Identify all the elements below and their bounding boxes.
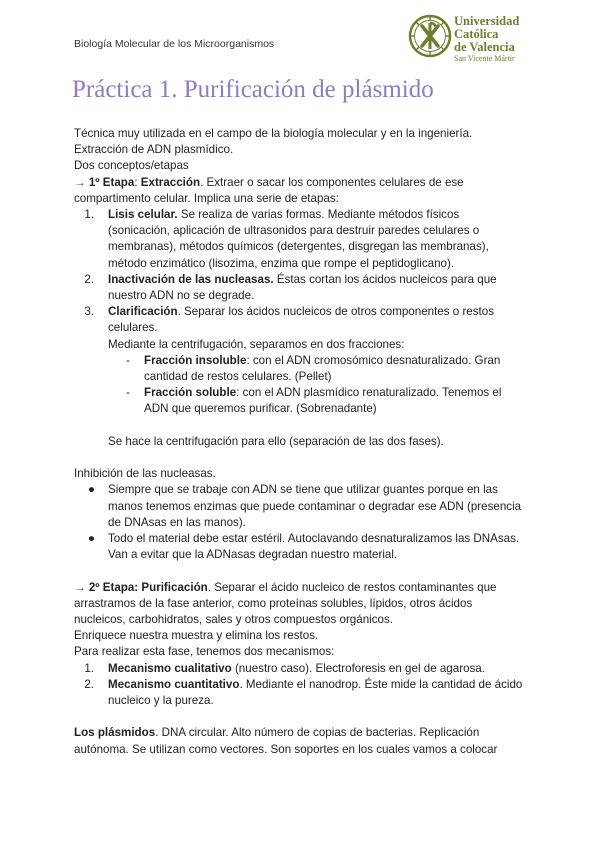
university-line-2: Católica [454, 27, 499, 41]
list-item-text: . Mediante el nanodrop. Éste mide la cantidad de ácido nucleico y la pureza. [108, 677, 523, 708]
nucleases-heading: Inhibición de las nucleasas. [74, 467, 216, 481]
stage1-name: Extracción [140, 175, 201, 189]
list-item [74, 661, 524, 677]
plasmids-text: . DNA circular. Alto número de copias de bacterias. Replicación autónoma. Se utilizan como vectores. Son soportes en los cuales vamos a colocar [74, 726, 498, 756]
bullet-dot-icon: ● [88, 483, 96, 497]
plasmids-paragraph [74, 725, 524, 757]
arrow-icon: → [74, 175, 86, 189]
stage2-label: 2º Etapa: Purificación [88, 580, 208, 594]
arrow-icon: → [74, 580, 86, 594]
fraction-item [74, 353, 524, 385]
university-line-4: San Vicente Mártir [454, 54, 515, 63]
university-logo [408, 14, 528, 62]
list-item [74, 304, 524, 336]
plasmids-title: Los plásmidos [74, 726, 156, 740]
list-item-text: (nuestro caso). Electroforesis en gel de agarosa. [231, 661, 485, 675]
list-item [74, 677, 524, 709]
list-item-text: Se realiza de varias formas. Mediante métodos físicos (sonicación, aplicación de ultrasonidos para destruir paredes celulares o membranas), métodos químicos (detergentes, disgregan las membranas), método enzimático (lisozima, enzima que rompe el peptidoglicano). [108, 208, 489, 270]
list-item-title: Inactivación de las nucleasas. [108, 272, 274, 286]
course-header: Biología Molecular de los Microorganismos [74, 38, 275, 50]
intro-line-2: Extracción de ADN plasmídico. [74, 143, 234, 157]
university-name [454, 15, 519, 64]
list-number: 1. [84, 661, 94, 675]
list-item-text: . Separar los ácidos nucleicos de otros componentes o restos celulares. [108, 305, 495, 335]
bullet-text: Siempre que se trabaje con ADN se tiene que utilizar guantes porque en las manos tenemos enzimas que puede contaminar o degradar ese ADN (presencia de DNAsas en las manos). [108, 483, 522, 529]
bullet-dot-icon: ● [88, 532, 96, 546]
stage2-text: . Separar el ácido nucleico de restos contaminantes que arrastramos de la fase anterior, como proteínas solubles, lípidos, otros ácidos nucleicos, carbohidratos, sales y otros compuestos orgánicos. [74, 580, 497, 627]
intro-line-1: Técnica muy utilizada en el campo de la biología molecular y en la ingeniería. [74, 127, 473, 140]
university-emblem-icon [408, 14, 452, 58]
dash-bullet: - [126, 353, 130, 367]
university-line-1: Universidad [454, 14, 520, 28]
stage2-line-2: Enriquece nuestra muestra y elimina los restos. [74, 629, 319, 643]
list-number: 1. [84, 208, 94, 222]
stage1-label: 1º Etapa [88, 175, 135, 189]
intro-line-3: Dos conceptos/etapas [74, 159, 189, 173]
list-item-text: Éstas cortan los ácidos nucleicos para que nuestro ADN no se degrade. [108, 272, 497, 303]
list-item [74, 272, 524, 304]
page-title: Práctica 1. Purificación de plásmido [72, 76, 434, 103]
university-line-3: de Valencia [454, 40, 515, 54]
list-item [74, 207, 524, 272]
stage2-paragraph [74, 580, 524, 629]
bullet-item [74, 482, 524, 531]
centrifuge-note: Se hace la centrifugación para ello (separación de las dos fases). [108, 434, 444, 448]
list-number: 2. [84, 677, 94, 691]
dash-bullet: - [126, 386, 130, 400]
fraction-text: : con el ADN cromosómico desnaturalizado. Gran cantidad de restos celulares. (Pellet) [144, 353, 501, 384]
fraction-item [74, 385, 524, 417]
bullet-text: Todo el material debe estar estéril. Autoclavando desnaturalizamos las DNAsas. Van a evitar que la ADNasas degradan nuestro material. [108, 532, 520, 562]
list-item-title: Mecanismo cualitativo [108, 661, 232, 675]
stage2-line-3: Para realizar esta fase, tenemos dos mecanismos: [74, 645, 335, 659]
list-number: 2. [84, 272, 94, 286]
list-item-title: Mecanismo cuantitativo [108, 677, 240, 691]
list-number: 3. [84, 305, 94, 319]
list-item-title: Lisis celular. [108, 208, 178, 222]
bullet-item [74, 531, 524, 563]
fraction-title: Fracción insoluble [144, 353, 247, 367]
stage1-text: . Extraer o sacar los componentes celulares de ese compartimento celular. Implica una serie de etapas: [74, 175, 464, 205]
fraction-text: : con el ADN plasmídico renaturalizado. Tenemos el ADN que queremos purificar. (Sobrenadante) [144, 386, 502, 416]
document-body [74, 126, 524, 758]
stage1-paragraph [74, 175, 524, 207]
fraction-title: Fracción soluble [144, 386, 237, 400]
list-item-title: Clarificación [108, 305, 178, 319]
stage1-separator: : [134, 175, 141, 189]
centrifuge-intro: Mediante la centrifugación, separamos en dos fracciones: [108, 337, 405, 351]
